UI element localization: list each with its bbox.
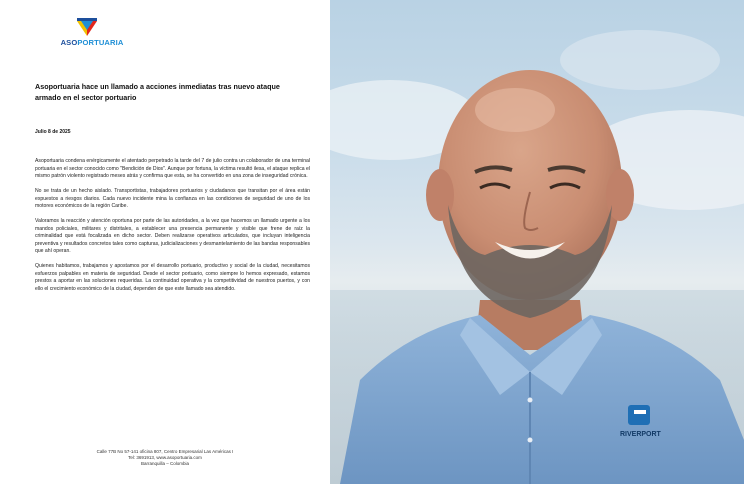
body-text <box>35 158 310 301</box>
paragraph: No se trata de un hecho aislado. Transportistas, trabajadores portuarios y ciudadanos que transitan por el área están expuestos a riesgos diarios. Cada nuevo incidente mina la confianza en las condiciones de seguridad de uno de los motores económicos de la región Caribe. <box>35 188 310 210</box>
asoportuaria-logo-mark <box>77 18 97 36</box>
footer-contact <box>40 449 290 466</box>
spokesperson-photo <box>330 0 744 484</box>
headline: Asoportuaria hace un llamado a acciones inmediatas tras nuevo ataque armado en el sector portuario <box>35 82 280 102</box>
paragraph: Valoramos la reacción y atención oportuna por parte de las autoridades, a la vez que hacemos un llamado urgente a los mandos policiales, militares y distritales, a establecer una presencia permanente y visible que frene de raíz la criminalidad que está focalizada en dicho sector. Deben realizarse operativos articulados, que incluyan inteligencia preventiva y resultados concretos tales como capturas, judicializaciones y desmantelamiento de las bandas responsables que ahí operan. <box>35 218 310 255</box>
portrait-illustration <box>330 0 744 484</box>
logo-wordmark: ASOPORTUARIA <box>60 38 124 47</box>
press-release-document <box>0 0 330 484</box>
footer-phone-web: Tel: 3691913, www.asoportuaria.com <box>128 454 202 460</box>
footer-city: Barranquilla – Colombia <box>140 460 190 466</box>
asoportuaria-logo <box>47 18 137 48</box>
release-date: Julio 8 de 2025 <box>35 129 71 135</box>
paragraph: Asoportuaria condena enérgicamente el atentado perpetrado la tarde del 7 de julio contra un colaborador de una terminal portuaria en el sector conocido como "Bendición de Dios". Aunque por fortuna, la víctima resultó ilesa, el ataque replica el mismo patrón violento registrado meses atrás y confirma que esta, se ha convertido en una zona de inseguridad crónica. <box>35 158 310 180</box>
footer-address: Calle 77B No 57-141 oficina 807, Centro Empresarial Las Américas I <box>96 449 234 454</box>
riverport-logo-icon <box>628 405 650 425</box>
paragraph: Quienes habitamos, trabajamos y apostamos por el desarrollo portuario, productivo y social de la ciudad, necesitamos esfuerzos palpables en materia de seguridad. Desde el sector portuario, como siempre lo hemos expresado, estamos prestos a aportar en las soluciones requeridas. La continuidad operativa y la competitividad de nuestros puertos, y con ello el crecimiento económico de la ciudad, dependen de que este llamado sea atendido. <box>35 263 310 292</box>
riverport-logo-text: RIVERPORT <box>620 431 661 438</box>
